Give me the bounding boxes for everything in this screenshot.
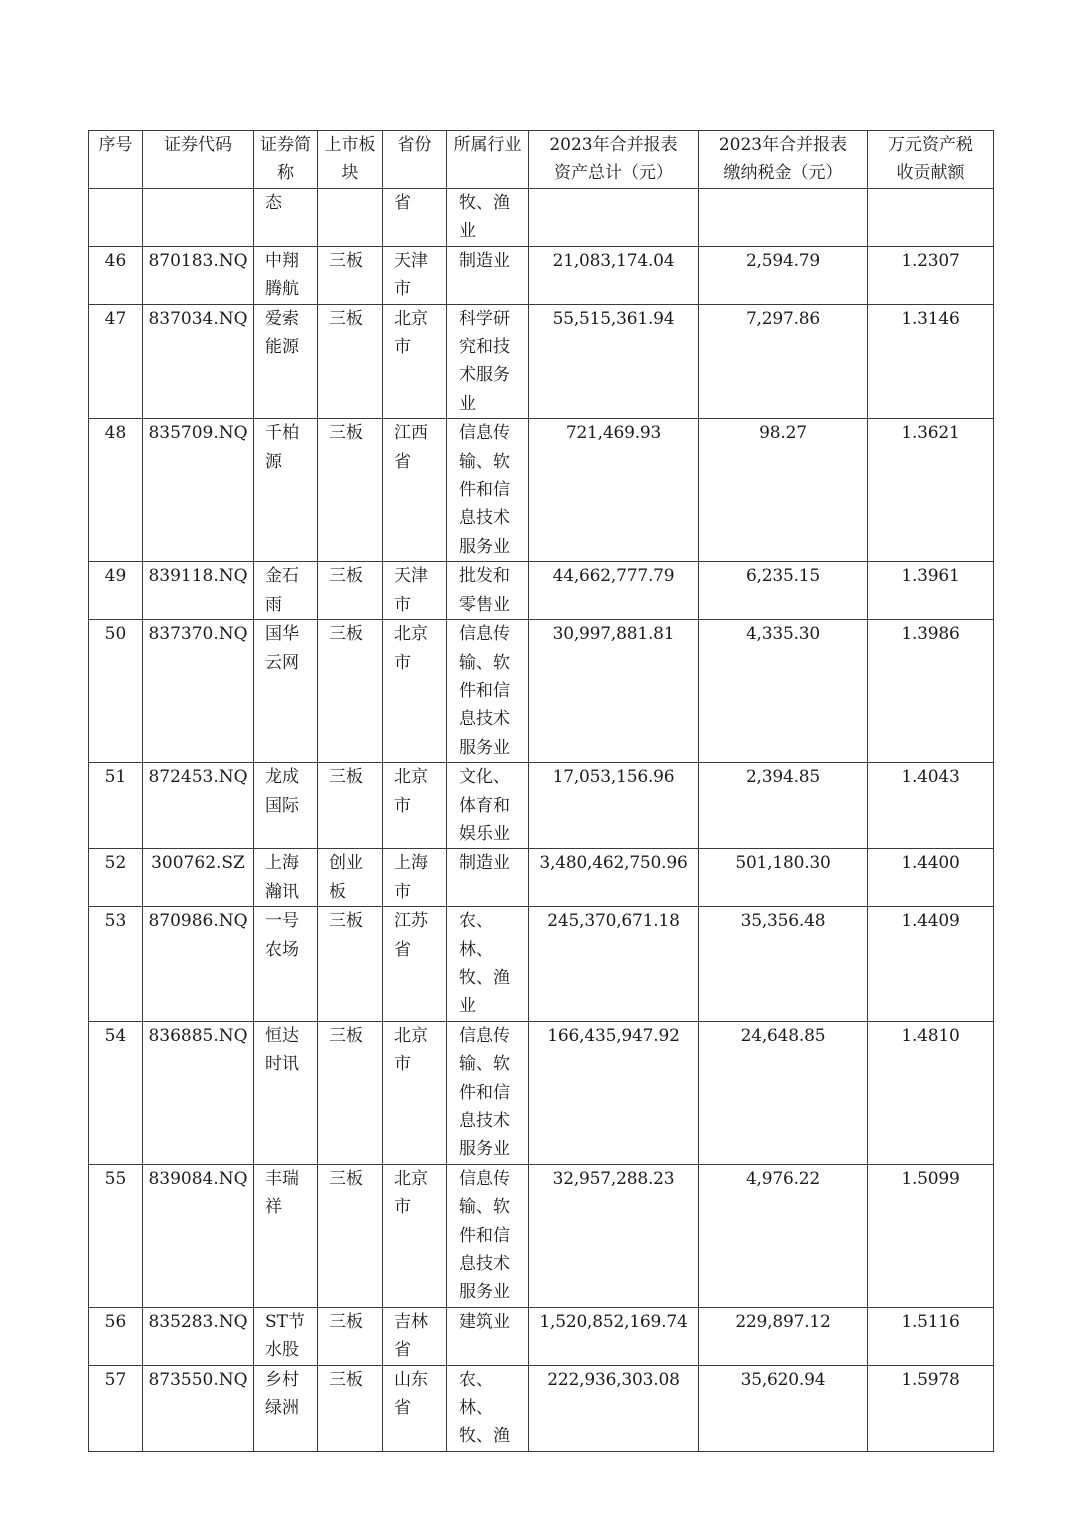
cell-short-name: 恒达时讯 <box>254 1021 318 1164</box>
cell-province: 北京市 <box>383 1021 447 1164</box>
table-cell <box>143 189 254 247</box>
table-cell <box>699 189 868 247</box>
cell-tax-paid: 2,594.79 <box>699 246 868 304</box>
table-row <box>89 763 994 849</box>
table-cell: 省 <box>383 189 447 247</box>
cell-total-assets: 721,469.93 <box>529 419 699 562</box>
cell-code: 836885.NQ <box>143 1021 254 1164</box>
cell-total-assets: 245,370,671.18 <box>529 907 699 1022</box>
cell-board: 创业板 <box>318 849 383 907</box>
cell-industry: 制造业 <box>447 849 529 907</box>
table-row <box>89 1365 994 1451</box>
cell-code: 300762.SZ <box>143 849 254 907</box>
header-cell-province: 省份 <box>383 131 447 189</box>
cell-tax-per-10k: 1.2307 <box>868 246 994 304</box>
cell-index: 54 <box>89 1021 143 1164</box>
cell-total-assets: 3,480,462,750.96 <box>529 849 699 907</box>
cell-short-name: 一号农场 <box>254 907 318 1022</box>
header-cell-code: 证券代码 <box>143 131 254 189</box>
cell-index: 56 <box>89 1307 143 1365</box>
cell-total-assets: 1,520,852,169.74 <box>529 1307 699 1365</box>
cell-province: 天津市 <box>383 246 447 304</box>
cell-province: 北京市 <box>383 1164 447 1307</box>
cell-tax-paid: 6,235.15 <box>699 562 868 620</box>
cell-index: 47 <box>89 304 143 419</box>
cell-board: 三板 <box>318 763 383 849</box>
cell-board: 三板 <box>318 419 383 562</box>
cell-province: 吉林省 <box>383 1307 447 1365</box>
cell-tax-per-10k: 1.3146 <box>868 304 994 419</box>
cell-tax-per-10k: 1.3986 <box>868 620 994 763</box>
table-cell <box>529 189 699 247</box>
cell-tax-paid: 2,394.85 <box>699 763 868 849</box>
cell-index: 46 <box>89 246 143 304</box>
cell-tax-per-10k: 1.5116 <box>868 1307 994 1365</box>
cell-tax-paid: 35,620.94 <box>699 1365 868 1451</box>
cell-tax-paid: 4,335.30 <box>699 620 868 763</box>
cell-code: 839118.NQ <box>143 562 254 620</box>
cell-short-name: 乡村绿洲 <box>254 1365 318 1451</box>
table-cell: 牧、渔业 <box>447 189 529 247</box>
cell-tax-per-10k: 1.4810 <box>868 1021 994 1164</box>
cell-index: 51 <box>89 763 143 849</box>
cell-board: 三板 <box>318 246 383 304</box>
cell-industry: 信息传输、软件和信息技术服务业 <box>447 620 529 763</box>
cell-industry: 建筑业 <box>447 1307 529 1365</box>
cell-index: 55 <box>89 1164 143 1307</box>
cell-total-assets: 55,515,361.94 <box>529 304 699 419</box>
cell-total-assets: 166,435,947.92 <box>529 1021 699 1164</box>
cell-tax-per-10k: 1.4043 <box>868 763 994 849</box>
cell-code: 870183.NQ <box>143 246 254 304</box>
table-row <box>89 1164 994 1307</box>
cell-short-name: 金石雨 <box>254 562 318 620</box>
cell-industry: 信息传输、软件和信息技术服务业 <box>447 419 529 562</box>
cell-tax-per-10k: 1.4400 <box>868 849 994 907</box>
table-row <box>89 562 994 620</box>
cell-industry: 文化、体育和娱乐业 <box>447 763 529 849</box>
cell-index: 52 <box>89 849 143 907</box>
header-cell-industry: 所属行业 <box>447 131 529 189</box>
cell-short-name: 爱索能源 <box>254 304 318 419</box>
cell-tax-per-10k: 1.5099 <box>868 1164 994 1307</box>
table-row <box>89 246 994 304</box>
data-table <box>88 130 994 1452</box>
table-row <box>89 907 994 1022</box>
cell-total-assets: 21,083,174.04 <box>529 246 699 304</box>
cell-tax-per-10k: 1.5978 <box>868 1365 994 1451</box>
cell-industry: 信息传输、软件和信息技术服务业 <box>447 1164 529 1307</box>
cell-short-name: 国华云网 <box>254 620 318 763</box>
cell-industry: 制造业 <box>447 246 529 304</box>
table-body <box>89 189 994 1452</box>
cell-short-name: 千柏源 <box>254 419 318 562</box>
cell-tax-paid: 98.27 <box>699 419 868 562</box>
cell-tax-paid: 7,297.86 <box>699 304 868 419</box>
cell-index: 57 <box>89 1365 143 1451</box>
cell-tax-per-10k: 1.3621 <box>868 419 994 562</box>
cell-code: 837034.NQ <box>143 304 254 419</box>
cell-code: 837370.NQ <box>143 620 254 763</box>
cell-total-assets: 32,957,288.23 <box>529 1164 699 1307</box>
cell-code: 873550.NQ <box>143 1365 254 1451</box>
header-row <box>89 131 994 189</box>
cell-province: 上海市 <box>383 849 447 907</box>
table-cell <box>89 189 143 247</box>
header-cell-index: 序号 <box>89 131 143 189</box>
table-row <box>89 620 994 763</box>
cell-industry: 农、林、牧、渔 <box>447 1365 529 1451</box>
cell-short-name: 龙成国际 <box>254 763 318 849</box>
header-cell-board: 上市板块 <box>318 131 383 189</box>
cell-code: 872453.NQ <box>143 763 254 849</box>
cell-code: 835283.NQ <box>143 1307 254 1365</box>
cell-code: 835709.NQ <box>143 419 254 562</box>
cell-code: 839084.NQ <box>143 1164 254 1307</box>
cell-tax-per-10k: 1.3961 <box>868 562 994 620</box>
table-row <box>89 419 994 562</box>
cell-board: 三板 <box>318 620 383 763</box>
table-row <box>89 1307 994 1365</box>
header-cell-total-assets: 2023年合并报表资产总计（元） <box>529 131 699 189</box>
cell-province: 天津市 <box>383 562 447 620</box>
cell-industry: 科学研究和技术服务业 <box>447 304 529 419</box>
cell-tax-per-10k: 1.4409 <box>868 907 994 1022</box>
cell-province: 山东省 <box>383 1365 447 1451</box>
cell-industry: 信息传输、软件和信息技术服务业 <box>447 1021 529 1164</box>
cell-index: 48 <box>89 419 143 562</box>
table-cell <box>868 189 994 247</box>
cell-code: 870986.NQ <box>143 907 254 1022</box>
cell-total-assets: 44,662,777.79 <box>529 562 699 620</box>
cell-tax-paid: 501,180.30 <box>699 849 868 907</box>
cell-province: 江西省 <box>383 419 447 562</box>
cell-tax-paid: 4,976.22 <box>699 1164 868 1307</box>
header-cell-tax-per-10k: 万元资产税收贡献额 <box>868 131 994 189</box>
cell-board: 三板 <box>318 304 383 419</box>
cell-total-assets: 222,936,303.08 <box>529 1365 699 1451</box>
cell-short-name: ST节水股 <box>254 1307 318 1365</box>
header-cell-short-name: 证券简称 <box>254 131 318 189</box>
table-row-continuation <box>89 189 994 247</box>
cell-province: 北京市 <box>383 620 447 763</box>
table-row <box>89 1021 994 1164</box>
cell-board: 三板 <box>318 1164 383 1307</box>
table-cell: 态 <box>254 189 318 247</box>
table-cell <box>318 189 383 247</box>
cell-index: 53 <box>89 907 143 1022</box>
cell-board: 三板 <box>318 1365 383 1451</box>
cell-short-name: 中翔腾航 <box>254 246 318 304</box>
cell-total-assets: 17,053,156.96 <box>529 763 699 849</box>
cell-index: 50 <box>89 620 143 763</box>
cell-province: 江苏省 <box>383 907 447 1022</box>
cell-board: 三板 <box>318 1021 383 1164</box>
cell-board: 三板 <box>318 562 383 620</box>
cell-industry: 批发和零售业 <box>447 562 529 620</box>
cell-total-assets: 30,997,881.81 <box>529 620 699 763</box>
cell-board: 三板 <box>318 907 383 1022</box>
cell-index: 49 <box>89 562 143 620</box>
cell-short-name: 上海瀚讯 <box>254 849 318 907</box>
header-cell-tax-paid: 2023年合并报表缴纳税金（元） <box>699 131 868 189</box>
cell-tax-paid: 24,648.85 <box>699 1021 868 1164</box>
cell-short-name: 丰瑞祥 <box>254 1164 318 1307</box>
table-row <box>89 304 994 419</box>
cell-tax-paid: 229,897.12 <box>699 1307 868 1365</box>
table-row <box>89 849 994 907</box>
cell-tax-paid: 35,356.48 <box>699 907 868 1022</box>
cell-board: 三板 <box>318 1307 383 1365</box>
cell-industry: 农、林、牧、渔业 <box>447 907 529 1022</box>
cell-province: 北京市 <box>383 763 447 849</box>
cell-province: 北京市 <box>383 304 447 419</box>
